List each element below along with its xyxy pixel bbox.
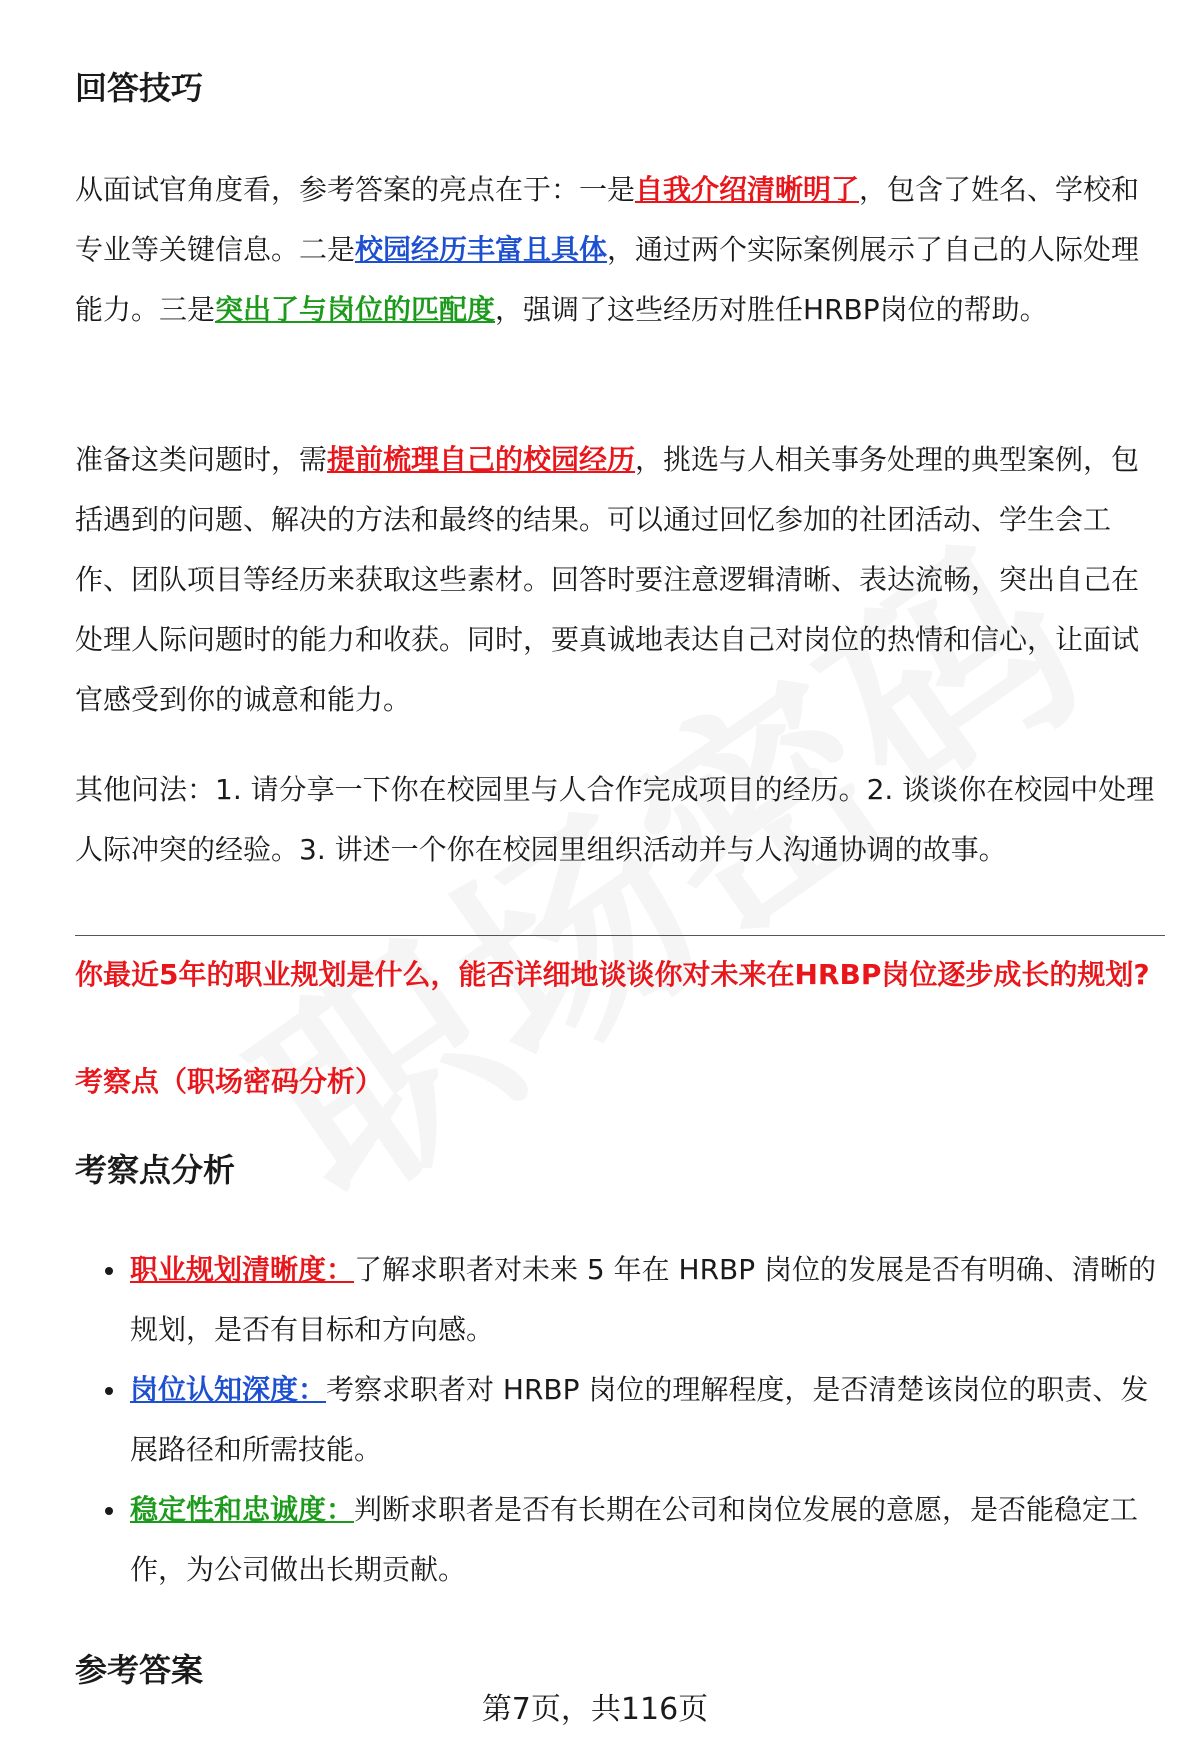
bullet-icon: [105, 1267, 113, 1275]
list-item: [75, 1240, 1165, 1360]
section-title-answer-tips: 回答技巧: [75, 69, 204, 107]
text: ，强调了这些经历对胜任HRBP岗位的帮助。: [495, 293, 1048, 326]
assessment-list: [75, 1240, 1165, 1600]
text: 从面试官角度看，参考答案的亮点在于：一是: [75, 173, 636, 206]
section-title-reference-answer: 参考答案: [75, 1651, 204, 1689]
paragraph-highlights: [75, 160, 1165, 340]
assessment-label: 考察点（职场密码分析）: [75, 1065, 384, 1098]
highlight-green: 突出了与岗位的匹配度: [215, 293, 496, 326]
item-label: 岗位认知深度：: [130, 1373, 327, 1406]
interview-question: 你最近5年的职业规划是什么，能否详细地谈谈你对未来在HRBP岗位逐步成长的规划?: [75, 958, 1150, 991]
list-item: [75, 1360, 1165, 1480]
section-title-assessment-analysis: 考察点分析: [75, 1151, 236, 1189]
list-item: [75, 1480, 1165, 1600]
item-text: 了解求职者对未来 5 年在 HRBP 岗位的发展是否有明确、清晰的规划，是否有目标和方向感。: [130, 1253, 1157, 1346]
paragraph-preparation: [75, 430, 1165, 730]
text: ，挑选与人相关事务处理的典型案例，包括遇到的问题、解决的方法和最终的结果。可以通过回忆参加的社团活动、学生会工作、团队项目等经历来获取这些素材。回答时要注意逻辑清晰、表达流畅，突出自己在处理人际问题时的能力和收获。同时，要真诚地表达自己对岗位的热情和信心，让面试官感受到你的诚意和能力。: [75, 443, 1140, 716]
page-number: 第7页，共116页: [481, 1692, 709, 1727]
item-text: 考察求职者对 HRBP 岗位的理解程度，是否清楚该岗位的职责、发展路径和所需技能。: [130, 1373, 1149, 1466]
item-text: 判断求职者是否有长期在公司和岗位发展的意愿，是否能稳定工作，为公司做出长期贡献。: [130, 1493, 1139, 1586]
text: 准备这类问题时，需: [75, 443, 328, 476]
divider: [75, 935, 1165, 936]
item-label: 稳定性和忠诚度：: [130, 1493, 355, 1526]
text: ，通过两个实际案例展示了自己的人际处理能力。三是: [75, 233, 1140, 326]
text: ，包含了姓名、学校和专业等关键信息。二是: [75, 173, 1140, 266]
item-label: 职业规划清晰度：: [130, 1253, 355, 1286]
paragraph-other-questions: 其他问法：1. 请分享一下你在校园里与人合作完成项目的经历。2. 谈谈你在校园中处理人际冲突的经验。3. 讲述一个你在校园里组织活动并与人沟通协调的故事。: [75, 773, 1155, 866]
highlight-red: 自我介绍清晰明了: [635, 173, 860, 206]
highlight-red: 提前梳理自己的校园经历: [327, 443, 636, 476]
highlight-blue: 校园经历丰富且具体: [355, 233, 608, 266]
bullet-icon: [105, 1507, 113, 1515]
bullet-icon: [105, 1387, 113, 1395]
